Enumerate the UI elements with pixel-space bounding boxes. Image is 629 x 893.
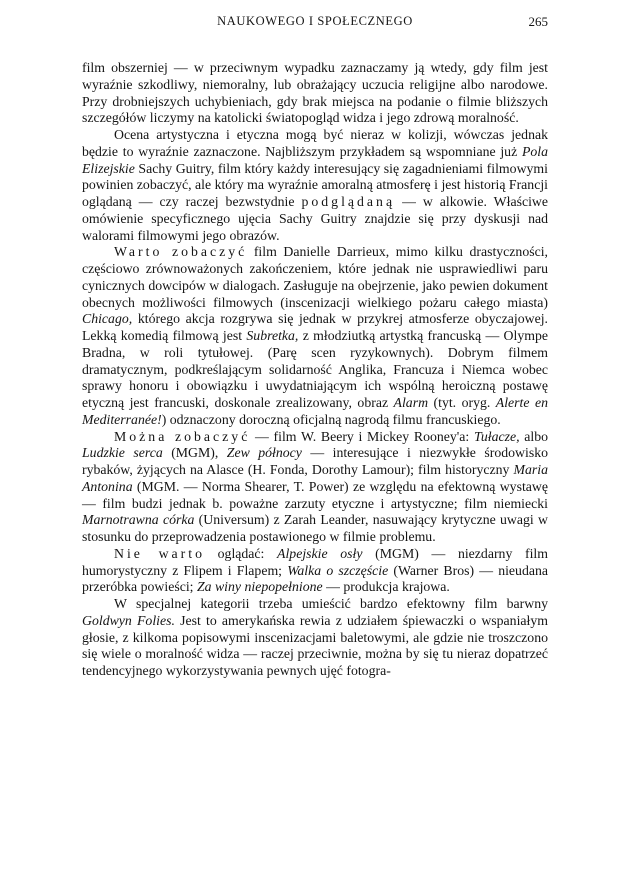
text-run: Ocena artystyczna i etyczna mogą być nieraz w kolizji, wówczas jednak będzie to wyraźnie zaznaczone. Najbliższym przykładem są wspomniane już: [82, 127, 548, 159]
italic-title: Walka o szczęście: [287, 562, 389, 578]
text-run: którego akcja rozgrywa się jednak w przykrej atmosferze obyczajowej. Lekką komedią filmową jest: [82, 311, 548, 343]
text-run: Sachy Guitry, film który każdy interesujący się zagadnieniami filmowymi powinien zobaczyć, ale który ma wyraźnie amoralną atmosferę i jest historią Francji oglądaną — czy raczej bezwstydnie: [82, 160, 548, 209]
text-run: (Warner Bros) — nieudana przeróbka powieści;: [82, 562, 548, 595]
text-run: — film W. Beery i Mickey Rooney'a:: [250, 428, 474, 444]
text-run: — w alkowie. Właściwe omówienie specyficznego ujęcia Sachy Guitry znajdzie się przy dyskusji nad walorami filmowymi jego obrazów.: [82, 194, 549, 243]
page-header: [82, 14, 548, 36]
text-run: albo: [519, 428, 549, 444]
italic-title: Alarm: [393, 395, 429, 410]
paragraph-3: [82, 244, 548, 428]
text-run: Jest to amerykańska rewia z udziałem śpiewaczki o wspaniałym głosie, z kilkoma popisowymi inscenizacjami baletowymi, ale gdzie nie troszczono się wiele o moralność widza — raczej przeciwnie, można by się tu nieraz dopatrzeć tendencyjnego wykorzystywania pewnych ujęć fotogra-: [82, 612, 548, 678]
italic-title: Tułacze,: [473, 428, 520, 444]
page-number: 265: [528, 14, 548, 29]
text-run: — produkcja krajowa.: [322, 579, 450, 595]
spaced-emphasis: Warto zobaczyć: [114, 244, 248, 260]
paragraph-4: [82, 429, 548, 546]
text-run: — interesujące i niezwykłe środowisko rybaków, żyjących na Alasce (H. Fonda, Dorothy Lamour); film historyczny: [82, 445, 548, 477]
italic-title: Za winy niepopełnione: [196, 579, 323, 595]
spaced-emphasis: podglądaną: [301, 194, 396, 209]
italic-title: Zew północy: [226, 445, 302, 461]
paragraph-2: [82, 127, 548, 244]
paragraph-5: [82, 546, 548, 596]
spaced-emphasis: Można zobaczyć: [114, 428, 251, 444]
text-run: (Universum) z Zarah Leander, nasuwający krytyczne uwagi w stosunku do przeprowadzenia postawionego w filmie problemu.: [82, 512, 548, 544]
italic-title: Chicago,: [82, 311, 133, 327]
text-run: (tyt. oryg.: [428, 395, 496, 410]
paragraph-1: [82, 60, 548, 127]
italic-title: Subretka,: [246, 328, 299, 343]
italic-title: Alpejskie osły: [277, 545, 363, 561]
italic-title: Goldwyn Folies.: [82, 612, 175, 628]
spaced-emphasis: Nie warto: [114, 545, 205, 561]
italic-title: Alerte en Mediterranée!: [82, 395, 548, 427]
italic-title: Ludzkie serca: [82, 445, 163, 461]
paragraph-6: [82, 596, 548, 680]
text-run: oglądać:: [205, 545, 278, 561]
italic-title: Maria Antonina: [82, 462, 548, 494]
italic-title: Pola Elizejskie: [82, 143, 548, 176]
text-run: film Danielle Darrieux, mimo kilku drastyczności, częściowo zrównoważonych zakończeniem, które jednak nie usprawiedliwi paru cynicznych dowcipów w dialogach. Zasługuje na obejrzenie, jako pewien dokument obecnych możliwości filmowych (inscenizacji wielkiego pożaru całego miasta): [82, 244, 548, 310]
text-run: z młodziutką artystką francuską — Olympe Bradna, w roli tytułowej. (Parę scen ryzykownych). Dobrym filmem dramatycznym, podkreślającym solidarność Anglika, Francuza i Niemca wobec sprawy honoru i obowiązku i uwydatniającym ich wspólną heroiczną postawę etyczną jest francuski, doskonale zrealizowany, obraz: [82, 328, 549, 410]
body-text: [82, 60, 548, 680]
text-run: (MGM),: [162, 445, 227, 461]
text-run: W specjalnej kategorii trzeba umieścić bardzo efektowny film barwny: [114, 596, 548, 611]
italic-title: Marnotrawna córka: [82, 512, 195, 528]
text-run: film obszerniej — w przeciwnym wypadku zaznaczamy ją wtedy, gdy film jest wyraźnie szkodliwy, niemoralny, lub obrażający uczucia religijne albo narodowe. Przy drobniejszych uchybieniach, gdy brak miejsca na podanie o filmie bliższych szczegółów liczymy na katolicki światopogląd widza i jego zdrową moralność.: [82, 60, 548, 126]
running-title: NAUKOWEGO I SPOŁECZNEGO: [217, 14, 413, 28]
text-run: (MGM. — Norma Shearer, T. Power) ze względu na efektowną wystawę — film budzi jednak b. poważne zarzuty etyczne i artystyczne; film niemiecki: [82, 478, 548, 511]
text-run: ) odznaczony doroczną oficjalną nagrodą filmu francuskiego.: [161, 411, 501, 427]
text-run: (MGM) — niezdarny film humorystyczny z Flipem i Flapem;: [82, 545, 548, 578]
